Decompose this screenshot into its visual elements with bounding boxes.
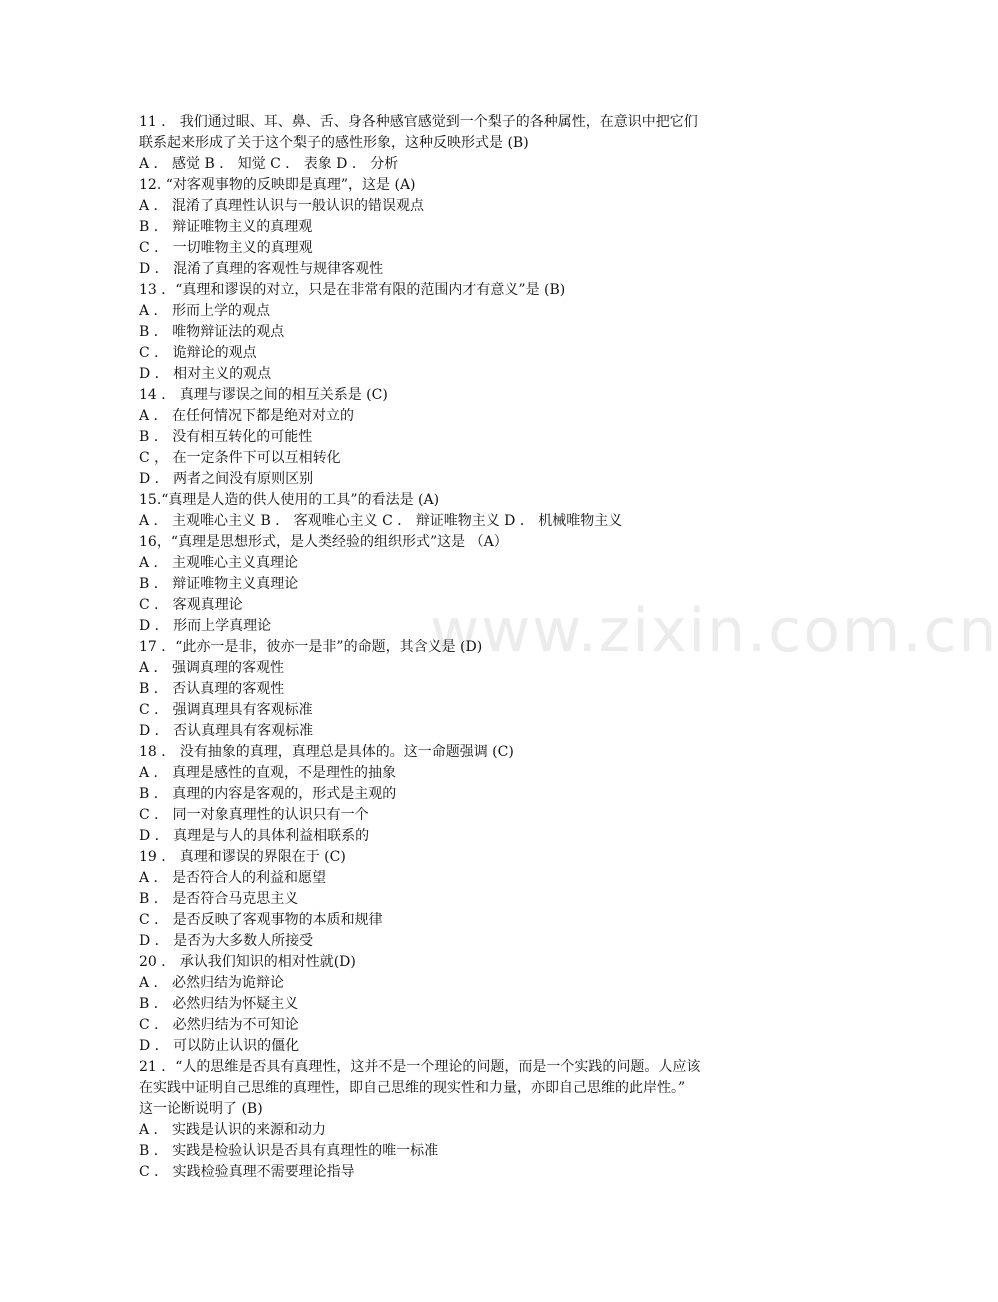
text-line: C ， 在一定条件下可以互相转化 bbox=[139, 450, 341, 466]
text-line: A ． 混淆了真理性认识与一般认识的错误观点 bbox=[139, 198, 425, 214]
text-line: 20 ． 承认我们知识的相对性就(D) bbox=[139, 954, 356, 970]
text-line: 12. “对客观事物的反映即是真理”，这是 (A) bbox=[139, 177, 416, 193]
text-line: A ． 真理是感性的直观，不是理性的抽象 bbox=[139, 765, 397, 781]
text-line: C ． 客观真理论 bbox=[139, 597, 243, 613]
text-line: A ． 必然归结为诡辩论 bbox=[139, 975, 285, 991]
text-line: 11 ． 我们通过眼、耳、鼻、舌、身各种感官感觉到一个梨子的各种属性，在意识中把它们 bbox=[139, 114, 698, 130]
text-line: A ． 强调真理的客观性 bbox=[139, 660, 285, 676]
text-line: A ． 主观唯心主义 B ． 客观唯心主义 C ． 辩证唯物主义 D ． 机械唯物主义 bbox=[139, 513, 623, 529]
text-line: B ． 必然归结为怀疑主义 bbox=[139, 996, 299, 1012]
text-line: D ． 相对主义的观点 bbox=[139, 366, 272, 382]
text-line: C ． 实践检验真理不需要理论指导 bbox=[139, 1164, 355, 1180]
text-line: A ． 感觉 B ． 知觉 C ． 表象 D ． 分析 bbox=[139, 156, 399, 172]
text-line: 18 ． 没有抽象的真理，真理总是具体的。这一命题强调 (C) bbox=[139, 744, 514, 760]
text-line: A ． 在任何情况下都是绝对对立的 bbox=[139, 408, 355, 424]
text-line: B ． 实践是检验认识是否具有真理性的唯一标准 bbox=[139, 1143, 439, 1159]
watermark: www.zixin.com.cn bbox=[430, 596, 998, 666]
text-line: D ． 否认真理具有客观标准 bbox=[139, 723, 314, 739]
text-line: D ． 形而上学真理论 bbox=[139, 618, 272, 634]
text-line: B ． 真理的内容是客观的，形式是主观的 bbox=[139, 786, 397, 802]
text-line: B ． 辩证唯物主义的真理观 bbox=[139, 219, 313, 235]
text-line: 这一论断说明了 (B) bbox=[139, 1101, 263, 1117]
text-line: D ． 可以防止认识的僵化 bbox=[139, 1038, 300, 1054]
text-line: 15.“真理是人造的供人使用的工具”的看法是 (A) bbox=[139, 492, 440, 508]
text-line: A ． 主观唯心主义真理论 bbox=[139, 555, 299, 571]
text-line: C ． 同一对象真理性的认识只有一个 bbox=[139, 807, 369, 823]
text-line: D ． 两者之间没有原则区别 bbox=[139, 471, 314, 487]
text-line: 16，“真理是思想形式，是人类经验的组织形式”这是 （A） bbox=[139, 534, 508, 550]
text-line: A ． 是否符合人的利益和愿望 bbox=[139, 870, 327, 886]
document-body bbox=[139, 112, 789, 1183]
text-line: 14 ． 真理与谬误之间的相互关系是 (C) bbox=[139, 387, 388, 403]
text-line: C ． 强调真理具有客观标准 bbox=[139, 702, 313, 718]
text-line: B ． 没有相互转化的可能性 bbox=[139, 429, 313, 445]
text-line: B ． 唯物辩证法的观点 bbox=[139, 324, 285, 340]
text-line: A ． 实践是认识的来源和动力 bbox=[139, 1122, 327, 1138]
text-line: 13 ．“真理和谬误的对立，只是在非常有限的范围内才有意义”是 (B) bbox=[139, 282, 566, 298]
text-line: C ． 必然归结为不可知论 bbox=[139, 1017, 299, 1033]
text-line: 17 ．“此亦一是非，彼亦一是非”的命题，其含义是 (D) bbox=[139, 639, 483, 655]
text-line: B ． 辩证唯物主义真理论 bbox=[139, 576, 299, 592]
text-line: D ． 混淆了真理的客观性与规律客观性 bbox=[139, 261, 384, 277]
text-line: 21 ．“人的思维是否具有真理性，这并不是一个理论的问题，而是一个实践的问题。人应该 bbox=[139, 1059, 701, 1075]
text-line: B ． 是否符合马克思主义 bbox=[139, 891, 299, 907]
text-line: C ． 是否反映了客观事物的本质和规律 bbox=[139, 912, 383, 928]
text-line: C ． 一切唯物主义的真理观 bbox=[139, 240, 313, 256]
text-line: A ． 形而上学的观点 bbox=[139, 303, 271, 319]
text-line: 在实践中证明自己思维的真理性，即自己思维的现实性和力量，亦即自己思维的此岸性。” bbox=[139, 1080, 686, 1096]
text-line: D ． 是否为大多数人所接受 bbox=[139, 933, 314, 949]
text-line: 19 ． 真理和谬误的界限在于 (C) bbox=[139, 849, 346, 865]
text-line: C ． 诡辩论的观点 bbox=[139, 345, 257, 361]
text-line: 联系起来形成了关于这个梨子的感性形象，这种反映形式是 (B) bbox=[139, 135, 529, 151]
text-line: B ． 否认真理的客观性 bbox=[139, 681, 285, 697]
text-line: D ． 真理是与人的具体利益相联系的 bbox=[139, 828, 370, 844]
